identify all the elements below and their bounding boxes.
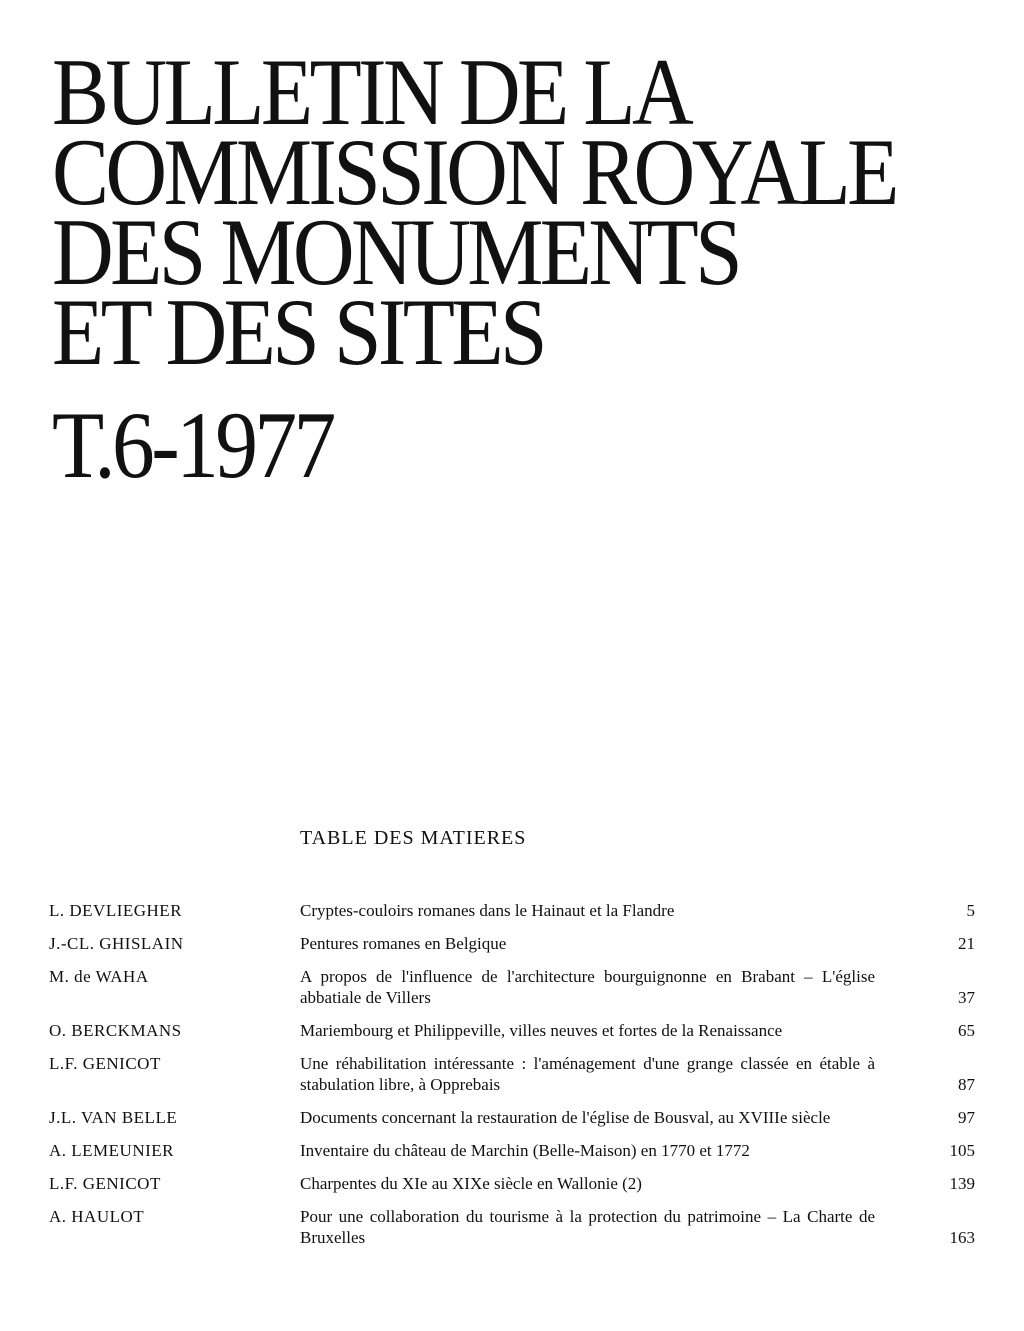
toc-page-number: 37	[958, 988, 975, 1007]
toc-author: J.L. VAN BELLE	[49, 1108, 178, 1127]
toc-title: Pour une collaboration du tourisme à la protection du patrimoine – La Charte de Bruxelles	[300, 1207, 875, 1247]
toc-title: Pentures romanes en Belgique	[300, 934, 507, 953]
toc-entry	[49, 1053, 975, 1095]
toc-author: L. DEVLIEGHER	[49, 901, 183, 920]
toc-page-number: 21	[958, 934, 975, 953]
toc-entry	[49, 1206, 975, 1248]
toc-page-number: 97	[958, 1108, 975, 1127]
toc-title: Documents concernant la restauration de l'église de Bousval, au XVIIIe siècle	[300, 1108, 831, 1127]
toc-author: L.F. GENICOT	[49, 1174, 161, 1193]
toc-author: M. de WAHA	[49, 967, 149, 986]
volume-number: T.6-1977	[52, 392, 333, 498]
toc-title: Cryptes-couloirs romanes dans le Hainaut et la Flandre	[300, 901, 675, 920]
toc-heading: TABLE DES MATIERES	[300, 827, 527, 849]
table-of-contents	[49, 900, 975, 1260]
toc-page-number: 65	[958, 1021, 975, 1040]
bulletin-title	[52, 39, 1012, 385]
title-line-4: ET DES SITES	[52, 279, 545, 385]
toc-page-number: 5	[966, 901, 975, 920]
toc-page-number: 105	[949, 1141, 975, 1160]
toc-title: Mariembourg et Philippeville, villes neuves et fortes de la Renaissance	[300, 1021, 783, 1040]
toc-entry	[49, 1140, 975, 1161]
toc-page-number: 163	[949, 1228, 975, 1247]
title-line-3: DES MONUMENTS	[52, 199, 740, 305]
toc-entry	[49, 1107, 975, 1128]
toc-author: L.F. GENICOT	[49, 1054, 161, 1073]
toc-entry	[49, 1020, 975, 1041]
toc-title: Inventaire du château de Marchin (Belle-Maison) en 1770 et 1772	[300, 1141, 750, 1160]
toc-title: A propos de l'influence de l'architecture bourguignonne en Brabant – L'église abbatiale de Villers	[300, 967, 875, 1007]
toc-page-number: 87	[958, 1075, 975, 1094]
toc-author: A. HAULOT	[49, 1207, 145, 1226]
toc-page-number: 139	[949, 1174, 975, 1193]
toc-entry	[49, 1173, 975, 1194]
toc-entry	[49, 966, 975, 1008]
toc-author: A. LEMEUNIER	[49, 1141, 174, 1160]
toc-author: J.-CL. GHISLAIN	[49, 934, 184, 953]
title-line-1: BULLETIN DE LA	[52, 39, 691, 145]
toc-title: Charpentes du XIe au XIXe siècle en Wallonie (2)	[300, 1174, 642, 1193]
toc-author: O. BERCKMANS	[49, 1021, 182, 1040]
toc-entry	[49, 900, 975, 921]
toc-title: Une réhabilitation intéressante : l'aménagement d'une grange classée en étable à stabulation libre, à Opprebais	[300, 1054, 875, 1094]
toc-entry	[49, 933, 975, 954]
title-line-2: COMMISSION ROYALE	[52, 119, 896, 225]
